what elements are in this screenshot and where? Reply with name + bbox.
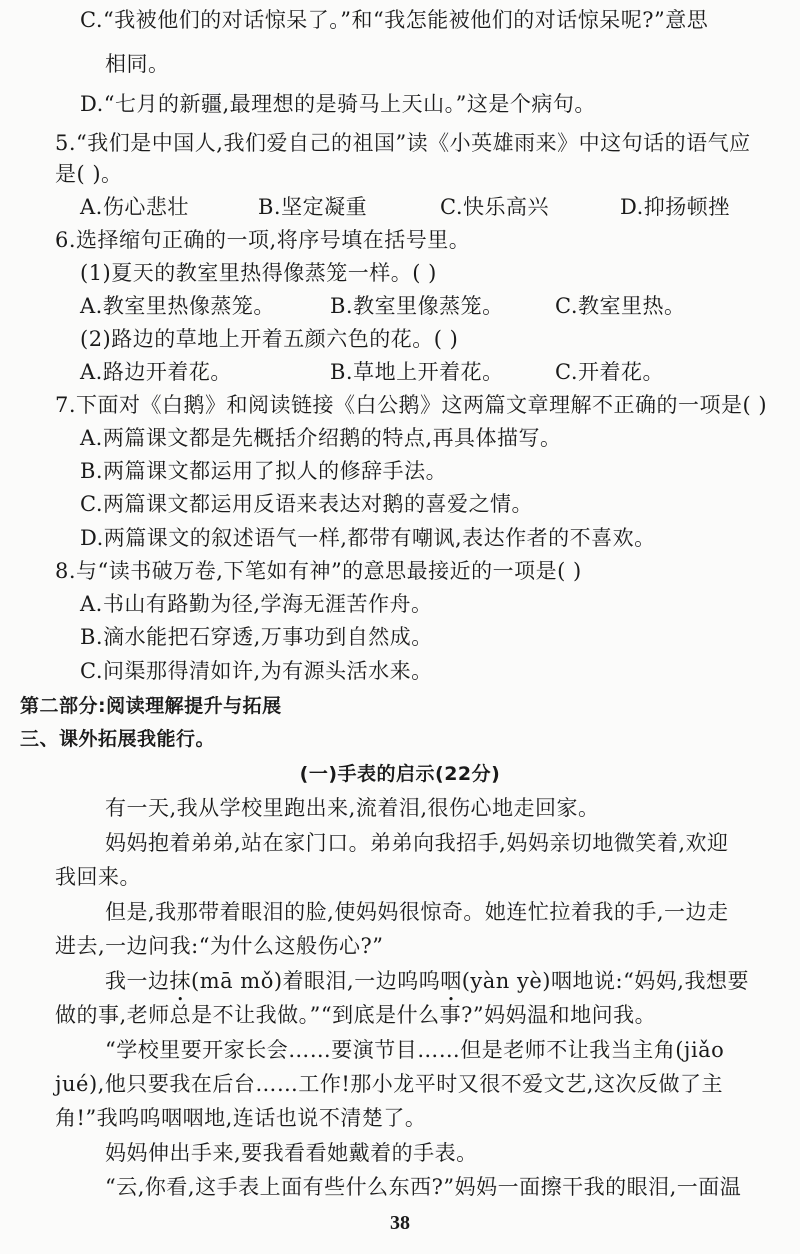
q5-option-d: D.抑扬顿挫: [620, 195, 730, 219]
p4-text-c: (yàn yè)咽地说:“妈妈,我想要: [461, 969, 749, 993]
passage-p5-line2: jué),他只要我在后台……工作!那小龙平时又很不爱文艺,这次反做了主: [55, 1072, 723, 1096]
q7-option-c: C.两篇课文都运用反语来表达对鹅的喜爱之情。: [80, 492, 533, 516]
q6-sub2-option-a: A.路边开着花。: [80, 360, 232, 384]
q5-stem-line2: 是( )。: [55, 162, 123, 186]
p4-dotted-yan: 咽: [440, 969, 462, 993]
passage-p3-line1: 但是,我那带着眼泪的脸,使妈妈很惊奇。她连忙拉着我的手,一边走: [105, 900, 729, 924]
q6-stem: 6.选择缩句正确的一项,将序号填在括号里。: [55, 228, 471, 252]
q5-option-c: C.快乐高兴: [440, 195, 549, 219]
q4-option-c-line2: 相同。: [105, 52, 170, 76]
passage-p3-line2: 进去,一边问我:“为什么这般伤心?”: [55, 934, 384, 958]
q7-stem: 7.下面对《白鹅》和阅读链接《白公鹅》这两篇文章理解不正确的一项是( ): [55, 393, 768, 417]
q8-stem: 8.与“读书破万卷,下笔如有神”的意思最接近的一项是( ): [55, 559, 582, 583]
q8-option-b: B.滴水能把石穿透,万事功到自然成。: [80, 625, 433, 649]
q4-option-c-line1: C.“我被他们的对话惊呆了。”和“我怎能被他们的对话惊呆呢?”意思: [80, 8, 709, 32]
q6-sub1-option-c: C.教室里热。: [555, 294, 686, 318]
passage-p6: 妈妈伸出手来,要我看看她戴着的手表。: [105, 1141, 478, 1165]
q6-sub2: (2)路边的草地上开着五颜六色的花。( ): [80, 327, 459, 351]
section3-title: 三、课外拓展我能行。: [20, 728, 216, 750]
q6-sub2-option-c: C.开着花。: [555, 360, 664, 384]
q5-stem-line1: 5.“我们是中国人,我们爱自己的祖国”读《小英雄雨来》中这句话的语气应: [55, 131, 751, 155]
p4-text-b: (mā mǒ)着眼泪,一边呜呜: [191, 969, 441, 993]
passage-title: (一)手表的启示(22分): [299, 763, 501, 785]
q5-option-a: A.伤心悲壮: [80, 195, 189, 219]
passage-p5-line1: “学校里要开家长会……要演节目……但是老师不让我当主角(jiǎo: [105, 1038, 725, 1062]
q6-sub2-option-b: B.草地上开着花。: [330, 360, 504, 384]
passage-p2-line1: 妈妈抱着弟弟,站在家门口。弟弟向我招手,妈妈亲切地微笑着,欢迎: [105, 831, 729, 855]
q4-option-d: D.“七月的新疆,最理想的是骑马上天山。”这是个病句。: [80, 92, 596, 116]
q5-option-b: B.坚定凝重: [258, 195, 368, 219]
q7-option-b: B.两篇课文都运用了拟人的修辞手法。: [80, 459, 448, 483]
q6-sub1-option-b: B.教室里像蒸笼。: [330, 294, 504, 318]
passage-p1: 有一天,我从学校里跑出来,流着泪,很伤心地走回家。: [105, 796, 600, 820]
p4-text-a: 我一边: [105, 969, 170, 993]
q6-sub1: (1)夏天的教室里热得像蒸笼一样。( ): [80, 261, 437, 285]
p4-dotted-mo: 抹: [169, 969, 191, 993]
passage-p4-line2: 做的事,老师总是不让我做。”“到底是什么事?”妈妈温和地问我。: [55, 1003, 657, 1027]
passage-p5-line3: 角!”我呜呜咽咽地,连话也说不清楚了。: [55, 1106, 427, 1130]
q7-option-a: A.两篇课文都是先概括介绍鹅的特点,再具体描写。: [80, 426, 562, 450]
q7-option-d: D.两篇课文的叙述语气一样,都带有嘲讽,表达作者的不喜欢。: [80, 526, 656, 550]
q8-option-a: A.书山有路勤为径,学海无涯苦作舟。: [80, 592, 433, 616]
page-number: 38: [390, 1212, 410, 1234]
part2-title: 第二部分:阅读理解提升与拓展: [20, 695, 282, 717]
q6-sub1-option-a: A.教室里热像蒸笼。: [80, 294, 275, 318]
q8-option-c: C.问渠那得清如许,为有源头活水来。: [80, 659, 433, 683]
passage-p7: “云,你看,这手表上面有些什么东西?”妈妈一面擦干我的眼泪,一面温: [105, 1175, 742, 1199]
passage-p2-line2: 我回来。: [55, 865, 141, 889]
